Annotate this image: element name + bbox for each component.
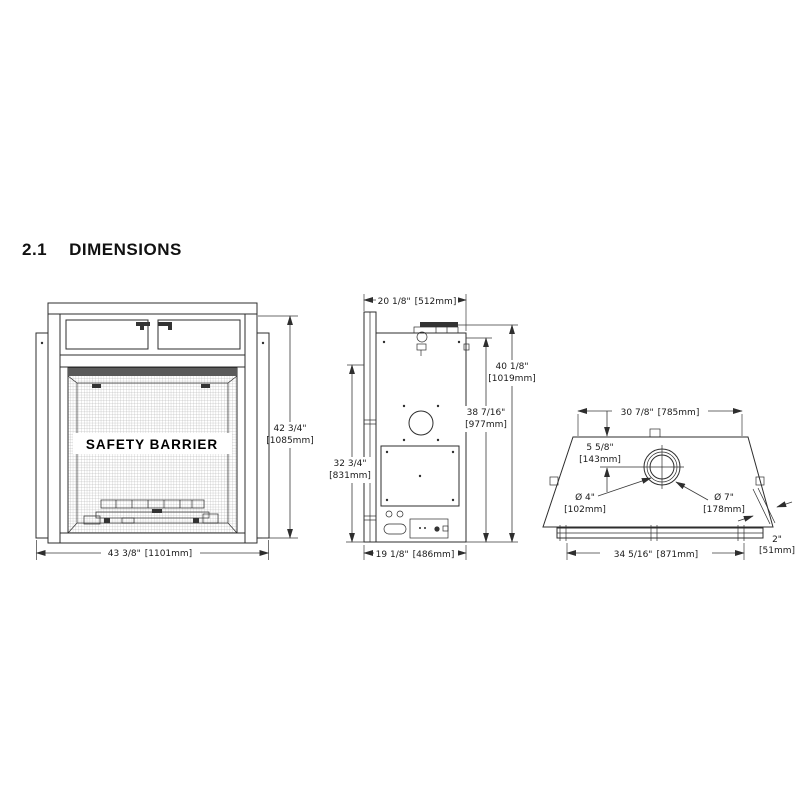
dim-label-side-flange-mm: [51mm] bbox=[758, 546, 796, 556]
dim-flue-outer bbox=[676, 482, 745, 515]
dim-label-side-height-body-in: 38 7/16" bbox=[466, 408, 506, 418]
dim-top-width-bottom bbox=[567, 543, 744, 560]
dim-label-side-height-front-mm: [831mm] bbox=[329, 471, 371, 481]
header-bracket-right bbox=[158, 322, 172, 330]
dim-label-front-height-mm: [1085mm] bbox=[266, 436, 314, 446]
dim-label-flue-outer-in: Ø 7" bbox=[714, 493, 734, 503]
dim-label-front-width: 43 3/8" [1101mm] bbox=[107, 549, 193, 559]
dim-label-side-height-overall-in: 40 1/8" bbox=[495, 362, 529, 372]
dim-label-side-height-body-mm: [977mm] bbox=[465, 420, 507, 430]
side-view bbox=[329, 294, 536, 560]
blower-opening bbox=[409, 411, 433, 435]
dim-label-side-height-front-in: 32 3/4" bbox=[333, 459, 367, 469]
dim-label-flue-inner-mm: [102mm] bbox=[564, 505, 606, 515]
side-body bbox=[376, 333, 466, 542]
dim-label-front-height-in: 42 3/4" bbox=[273, 424, 307, 434]
safety-barrier-label: SAFETY BARRIER bbox=[85, 437, 219, 452]
gas-inlet-slot bbox=[384, 524, 406, 534]
dim-label-flue-inner-in: Ø 4" bbox=[575, 493, 595, 503]
dim-label-side-height-overall-mm: [1019mm] bbox=[488, 374, 536, 384]
fireplace-side-outline bbox=[364, 312, 469, 542]
dim-label-flue-offset-mm: [143mm] bbox=[579, 455, 621, 465]
dim-label-side-depth-bottom: 19 1/8" [486mm] bbox=[375, 550, 455, 560]
dim-label-flue-offset-in: 5 5/8" bbox=[586, 443, 614, 453]
dim-label-top-width-bottom: 34 5/16" [871mm] bbox=[613, 550, 699, 560]
fireplace-top-outline bbox=[543, 429, 775, 541]
dim-label-top-width-top: 30 7/8" [785mm] bbox=[620, 408, 700, 418]
dim-flue-offset bbox=[579, 411, 621, 492]
dim-side-height-overall bbox=[458, 325, 536, 542]
left-tab bbox=[550, 477, 558, 485]
dim-label-side-flange-in: 2" bbox=[772, 535, 782, 545]
junction-box bbox=[410, 519, 448, 538]
section-title: DIMENSIONS bbox=[69, 240, 182, 259]
mesh-hanger-left bbox=[92, 384, 101, 388]
dim-side-flange bbox=[738, 502, 795, 556]
top-tab bbox=[650, 429, 660, 437]
dim-side-height-front bbox=[329, 365, 371, 542]
left-side-ear bbox=[36, 333, 48, 538]
dim-label-flue-outer-mm: [178mm] bbox=[703, 505, 745, 515]
dim-side-depth-bottom bbox=[364, 545, 466, 560]
section-number: 2.1 bbox=[22, 240, 48, 259]
top-view bbox=[543, 405, 795, 560]
dim-label-side-depth-top: 20 1/8" [512mm] bbox=[377, 297, 457, 307]
dim-flue-inner bbox=[564, 478, 651, 515]
dim-front-height bbox=[258, 316, 314, 538]
top-vent bbox=[420, 322, 458, 327]
safety-barrier-band bbox=[73, 433, 232, 454]
front-view bbox=[36, 303, 314, 560]
mesh-hanger-right bbox=[201, 384, 210, 388]
